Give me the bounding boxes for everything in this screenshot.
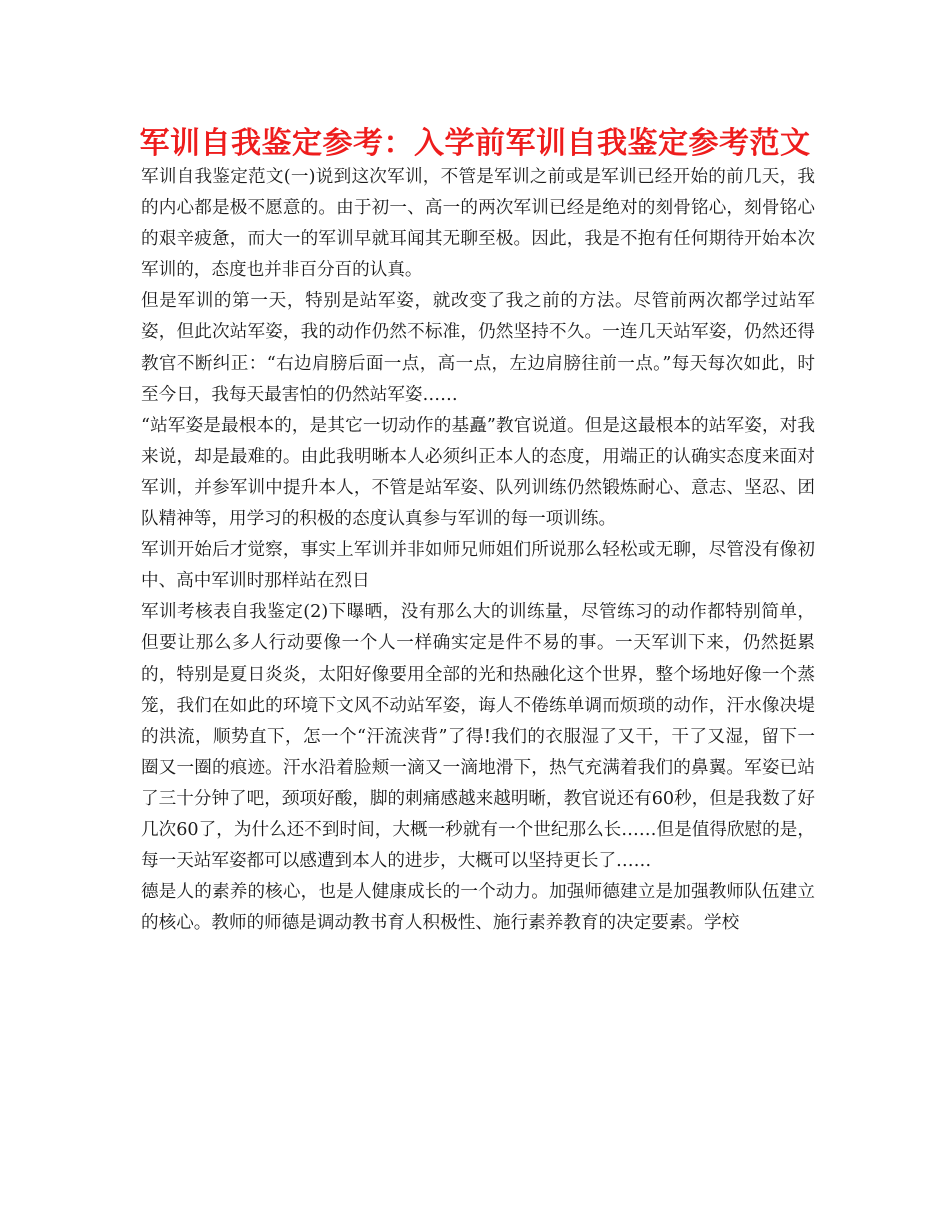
paragraph-6: 德是人的素养的核心，也是人健康成长的一个动力。加强师德建立是加强教师队伍建立的核心。教师的师德是调动教书育人积极性、施行素养教育的决定要素。学校 [141,882,815,934]
paragraph-1: 军训自我鉴定范文(一)说到这次军训，不管是军训之前或是军训已经开始的前几天，我的内心都是极不愿意的。由于初一、高一的两次军训已经是绝对的刻骨铭心，刻骨铭心的艰辛疲惫，而大一的军训早就耳闻其无聊至极。因此，我是不抱有任何期待开始本次军训的，态度也并非百分百的认真。 [141,167,815,281]
paragraph-2: 但是军训的第一天，特别是站军姿，就改变了我之前的方法。尽管前两次都学过站军姿，但此次站军姿，我的动作仍然不标准，仍然坚持不久。一连几天站军姿，仍然还得教官不断纠正：“右边肩膀后面一点，高一点，左边肩膀往前一点。”每天每次如此，时至今日，我每天最害怕的仍然站军姿…… [141,291,815,405]
paragraph-3: “站军姿是最根本的，是其它一切动作的基矗”教官说道。但是这最根本的站军姿，对我来说，却是最难的。由此我明晰本人必须纠正本人的态度，用端正的认确实态度来面对军训，并参军训中提升本人，不管是站军姿、队列训练仍然锻炼耐心、意志、坚忍、团队精神等，用学习的积极的态度认真参与军训的每一项训练。 [141,415,815,530]
paragraph-5: 军训考核表自我鉴定(2)下曝晒，没有那么大的训练量，尽管练习的动作都特别简单，但要让那么多人行动要像一个人一样确实定是件不易的事。一天军训下来，仍然挺累的，特别是夏日炎炎，太阳好像要用全部的光和热融化这个世界，整个场地好像一个蒸笼，我们在如此的环境下文风不动站军姿，诲人不倦练单调而烦琐的动作，汗水像决堤的洪流，顺势直下，怎一个“汗流浃背”了得!我们的衣服湿了又干，干了又湿，留下一圈又一圈的痕迹。汗水沿着脸颊一滴又一滴地滑下，热气充满着我们的鼻翼。军姿已站了三十分钟了吧，颈项好酸，脚的刺痛感越来越明晰，教官说还有60秒，但是我数了好几次60了，为什么还不到时间，大概一秒就有一个世纪那么长……但是值得欣慰的是，每一天站军姿都可以感遭到本人的进步，大概可以坚持更长了…… [141,602,815,872]
document-body [141,162,815,939]
document-title: 军训自我鉴定参考：入学前军训自我鉴定参考范文 [139,126,811,161]
paragraph-4: 军训开始后才觉察，事实上军训并非如师兄师姐们所说那么轻松或无聊，尽管没有像初中、高中军训时那样站在烈日 [141,540,815,592]
